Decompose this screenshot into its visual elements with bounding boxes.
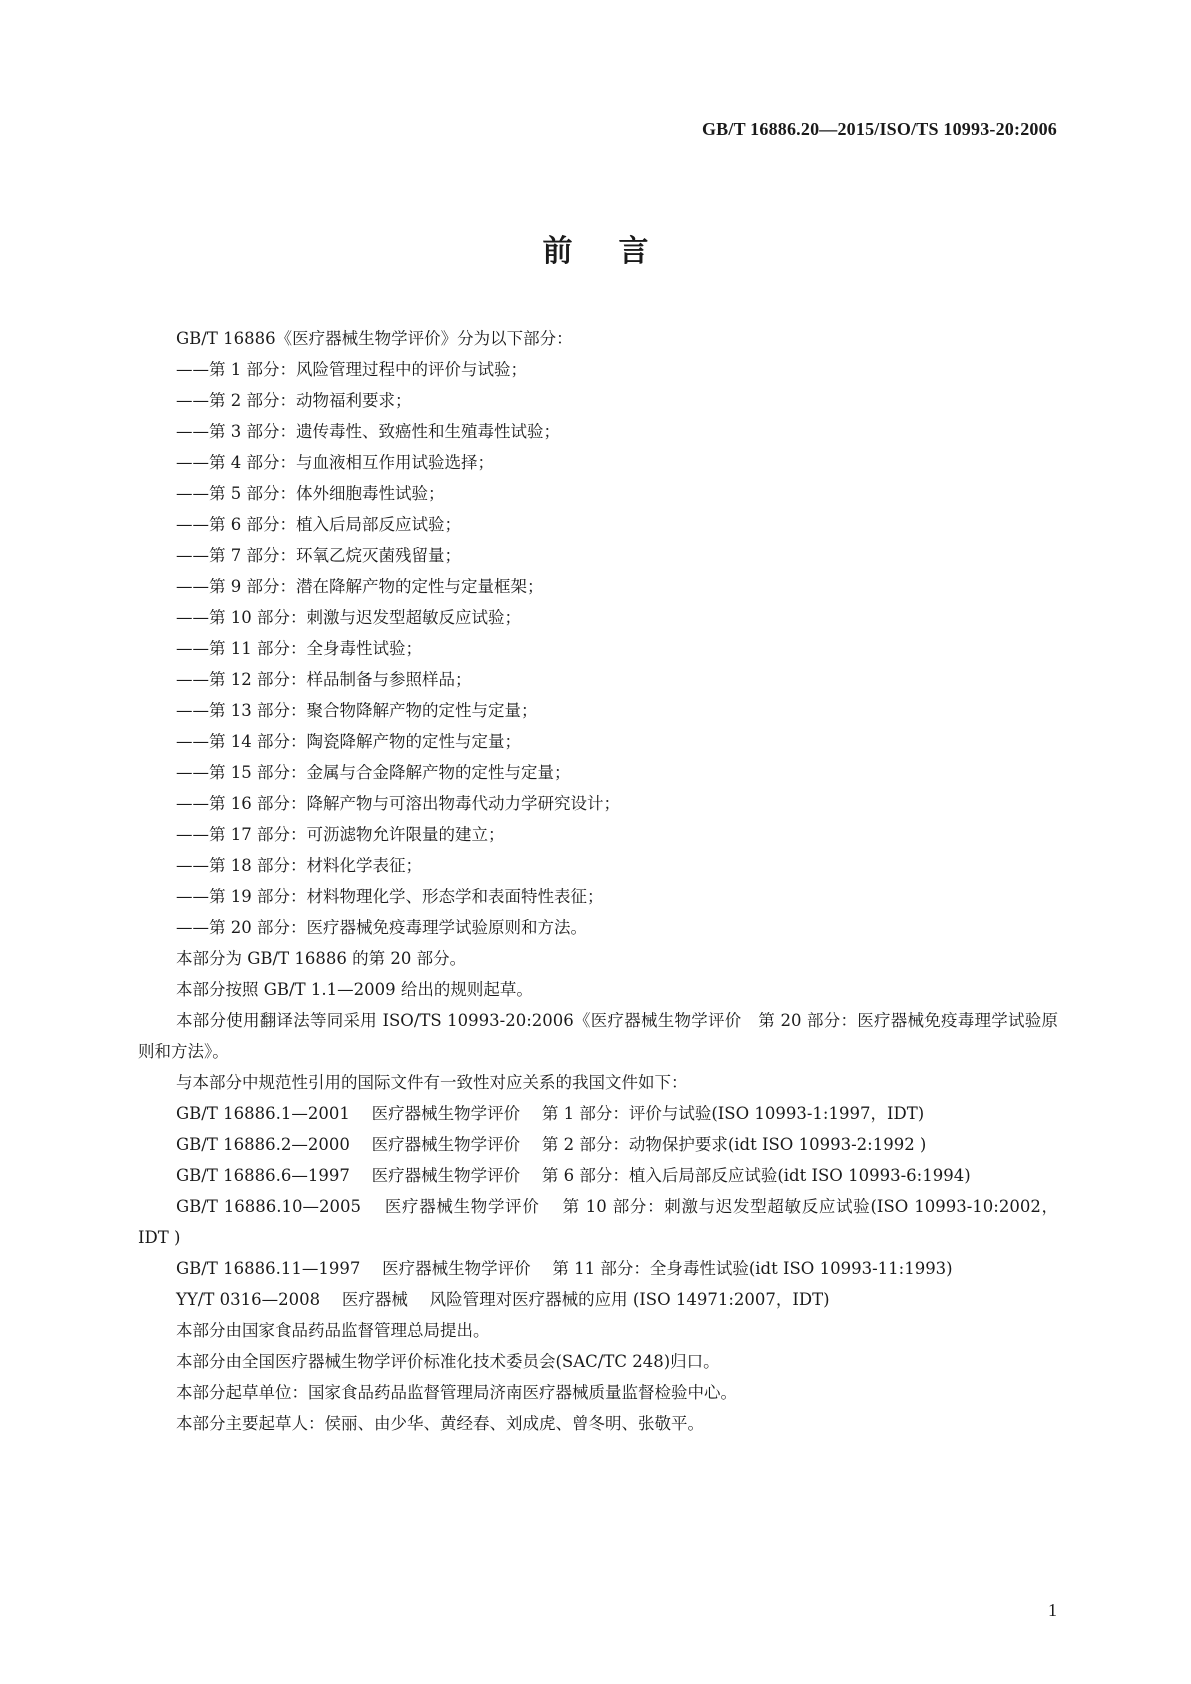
reference-code: GB/T 16886.1—2001 bbox=[176, 1104, 350, 1123]
reference-title: 医疗器械生物学评价 bbox=[371, 1135, 521, 1154]
part-item: ——第 7 部分：环氧乙烷灭菌残留量； bbox=[176, 546, 461, 565]
translation-paragraph: 本部分使用翻译法等同采用 ISO/TS 10993-20:2006《医疗器械生物学评价 第 20 部分：医疗器械免疫毒理学试验原则和方法》。 bbox=[138, 1011, 1058, 1061]
reference-item bbox=[138, 1129, 1058, 1160]
reference-title: 医疗器械生物学评价 bbox=[371, 1166, 521, 1185]
part-item: ——第 5 部分：体外细胞毒性试验； bbox=[176, 484, 445, 503]
reference-detail: 第 10 部分：刺激与迟发型超敏反应试验(ISO 10993-10:2002，IDT ) bbox=[138, 1197, 1058, 1247]
part-item: ——第 3 部分：遗传毒性、致癌性和生殖毒性试验； bbox=[176, 422, 560, 441]
part-of-paragraph: 本部分为 GB/T 16886 的第 20 部分。 bbox=[176, 949, 467, 968]
part-item: ——第 15 部分：金属与合金降解产物的定性与定量； bbox=[176, 763, 571, 782]
part-item: ——第 6 部分：植入后局部反应试验； bbox=[176, 515, 461, 534]
reference-item bbox=[138, 1160, 1058, 1191]
reference-code: GB/T 16886.10—2005 bbox=[176, 1197, 362, 1216]
reference-code: GB/T 16886.11—1997 bbox=[176, 1259, 361, 1278]
reference-title: 医疗器械生物学评价 bbox=[382, 1259, 531, 1278]
part-item: ——第 14 部分：陶瓷降解产物的定性与定量； bbox=[176, 732, 521, 751]
reference-item bbox=[138, 1191, 1058, 1253]
intro-paragraph: GB/T 16886《医疗器械生物学评价》分为以下部分： bbox=[176, 329, 573, 348]
reference-detail: 风险管理对医疗器械的应用 (ISO 14971:2007，IDT) bbox=[429, 1290, 830, 1309]
part-item: ——第 12 部分：样品制备与参照样品； bbox=[176, 670, 472, 689]
under-paragraph: 本部分由全国医疗器械生物学评价标准化技术委员会(SAC/TC 248)归口。 bbox=[176, 1352, 720, 1371]
part-item: ——第 1 部分：风险管理过程中的评价与试验； bbox=[176, 360, 527, 379]
page-title: 前言 bbox=[542, 234, 695, 269]
part-item: ——第 4 部分：与血液相互作用试验选择； bbox=[176, 453, 494, 472]
proposed-by-paragraph: 本部分由国家食品药品监督管理总局提出。 bbox=[176, 1321, 490, 1340]
reference-item bbox=[138, 1253, 1058, 1284]
reference-code: GB/T 16886.2—2000 bbox=[176, 1135, 350, 1154]
references-intro: 与本部分中规范性引用的国际文件有一致性对应关系的我国文件如下： bbox=[176, 1073, 688, 1092]
part-item: ——第 11 部分：全身毒性试验； bbox=[176, 639, 422, 658]
drafting-unit-paragraph: 本部分起草单位：国家食品药品监督管理局济南医疗器械质量监督检验中心。 bbox=[176, 1383, 737, 1402]
part-item: ——第 20 部分：医疗器械免疫毒理学试验原则和方法。 bbox=[176, 918, 587, 937]
part-item: ——第 10 部分：刺激与迟发型超敏反应试验； bbox=[176, 608, 521, 627]
reference-detail: 第 11 部分：全身毒性试验(idt ISO 10993-11:1993) bbox=[552, 1259, 953, 1278]
standard-code: GB/T 16886.20—2015/ISO/TS 10993-20:2006 bbox=[701, 119, 1057, 139]
reference-detail: 第 6 部分：植入后局部反应试验(idt ISO 10993-6:1994) bbox=[541, 1166, 971, 1185]
reference-title: 医疗器械生物学评价 bbox=[371, 1104, 521, 1123]
part-item: ——第 2 部分：动物福利要求； bbox=[176, 391, 412, 410]
reference-title: 医疗器械生物学评价 bbox=[384, 1197, 540, 1216]
reference-code: GB/T 16886.6—1997 bbox=[176, 1166, 350, 1185]
reference-code: YY/T 0316—2008 bbox=[176, 1290, 321, 1309]
foreword-body bbox=[138, 323, 1058, 1439]
page-number: 1 bbox=[1048, 1600, 1057, 1620]
part-item: ——第 16 部分：降解产物与可溶出物毒代动力学研究设计； bbox=[176, 794, 620, 813]
part-item: ——第 17 部分：可沥滤物允许限量的建立； bbox=[176, 825, 505, 844]
reference-item bbox=[138, 1284, 1058, 1315]
reference-item bbox=[138, 1098, 1058, 1129]
drafters-paragraph: 本部分主要起草人：侯丽、由少华、黄经春、刘成虎、曾冬明、张敬平。 bbox=[176, 1414, 704, 1433]
part-item: ——第 13 部分：聚合物降解产物的定性与定量； bbox=[176, 701, 538, 720]
reference-detail: 第 2 部分：动物保护要求(idt ISO 10993-2:1992 ) bbox=[541, 1135, 927, 1154]
part-item: ——第 18 部分：材料化学表征； bbox=[176, 856, 422, 875]
drafting-rules-paragraph: 本部分按照 GB/T 1.1—2009 给出的规则起草。 bbox=[176, 980, 533, 999]
part-item: ——第 19 部分：材料物理化学、形态学和表面特性表征； bbox=[176, 887, 604, 906]
reference-detail: 第 1 部分：评价与试验(ISO 10993-1:1997，IDT) bbox=[541, 1104, 925, 1123]
reference-title: 医疗器械 bbox=[341, 1290, 408, 1309]
part-item: ——第 9 部分：潜在降解产物的定性与定量框架； bbox=[176, 577, 544, 596]
